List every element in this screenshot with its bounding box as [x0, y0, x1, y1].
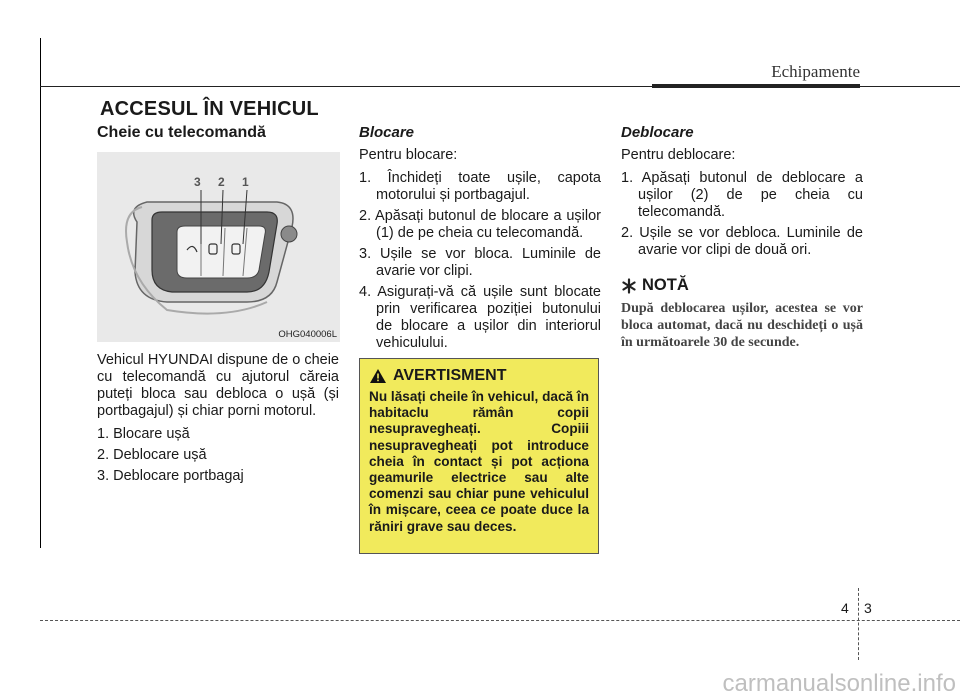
footer-rule — [40, 620, 960, 621]
key-fob-illustration — [97, 152, 340, 342]
locking-column — [359, 124, 601, 356]
callout-3: 3 — [194, 175, 201, 189]
watermark: carmanualsonline.info — [722, 670, 956, 697]
legend-item: 1. Blocare ușă — [97, 426, 190, 442]
subsection-title: Cheie cu telecomandă — [97, 124, 266, 141]
section-title: ACCESUL ÎN VEHICUL — [100, 98, 319, 120]
unlocking-lead: Pentru deblocare: — [621, 147, 736, 163]
legend-item: 2. Deblocare ușă — [97, 447, 207, 463]
page-number: 3 — [864, 600, 872, 616]
unlocking-steps — [621, 170, 863, 259]
warning-text: Nu lăsați cheile în vehicul, dacă în habitaclu rămân copii nesupravegheați. Copiii nesupravegheați pot introduce cheia în contact și pot acționa geamurile electrice sau alte comenzi sau chiar pune vehiculul în mișcare, ceea ce poate duce la răniri grave sau deces. — [369, 389, 589, 534]
button-legend — [97, 426, 339, 485]
note-header — [621, 277, 863, 294]
warning-triangle-icon — [369, 368, 387, 384]
intro-paragraph: Vehicul HYUNDAI dispune de o cheie cu telecomandă cu ajutorul căreia puteți bloca sau debloca o ușă (și portbagajul) și chiar porni motorul. — [97, 352, 339, 419]
chapter-number: 4 — [841, 600, 849, 616]
warning-box — [359, 358, 599, 554]
intro-column — [97, 352, 339, 489]
footer-divider — [858, 588, 859, 660]
warning-title: AVERTISMENT — [393, 367, 507, 384]
unlocking-column — [621, 124, 863, 351]
unlocking-heading: Deblocare — [621, 124, 694, 141]
note-title: NOTĂ — [642, 276, 689, 294]
locking-heading: Blocare — [359, 124, 415, 141]
key-fob-drawing — [97, 152, 340, 342]
unlocking-step: 1. Apăsați butonul de deblocare a ușilor (2) de pe cheia cu telecomandă. — [621, 170, 863, 220]
figure-code: OHG040006L — [278, 329, 337, 340]
unlocking-step: 2. Ușile se vor debloca. Luminile de avarie vor clipi de două ori. — [621, 225, 863, 258]
callout-1: 1 — [242, 175, 249, 189]
page-left-border — [40, 38, 41, 548]
warning-header — [369, 367, 589, 385]
locking-steps — [359, 170, 601, 352]
locking-step: 3. Ușile se vor bloca. Luminile de avarie vor clipi. — [359, 246, 601, 279]
locking-step: 4. Asigurați-vă că ușile sunt blocate prin verificarea poziției butonului de blocare a ușilor din interiorul vehiculului. — [359, 284, 601, 351]
note-text: După deblocarea ușilor, acestea se vor bloca automat, dacă nu deschideți o ușă în următoarele 30 de secunde. — [621, 301, 863, 350]
locking-step: 1. Închideți toate ușile, capota motorului și portbagajul. — [359, 170, 601, 203]
callout-2: 2 — [218, 175, 225, 189]
locking-step: 2. Apăsați butonul de blocare a ușilor (1) de pe cheia cu telecomandă. — [359, 208, 601, 241]
chapter-title: Echipamente — [771, 62, 860, 81]
legend-item: 3. Deblocare portbagaj — [97, 468, 244, 484]
locking-lead: Pentru blocare: — [359, 147, 458, 163]
note-star-icon — [621, 278, 637, 294]
header-rule-accent — [652, 84, 860, 88]
